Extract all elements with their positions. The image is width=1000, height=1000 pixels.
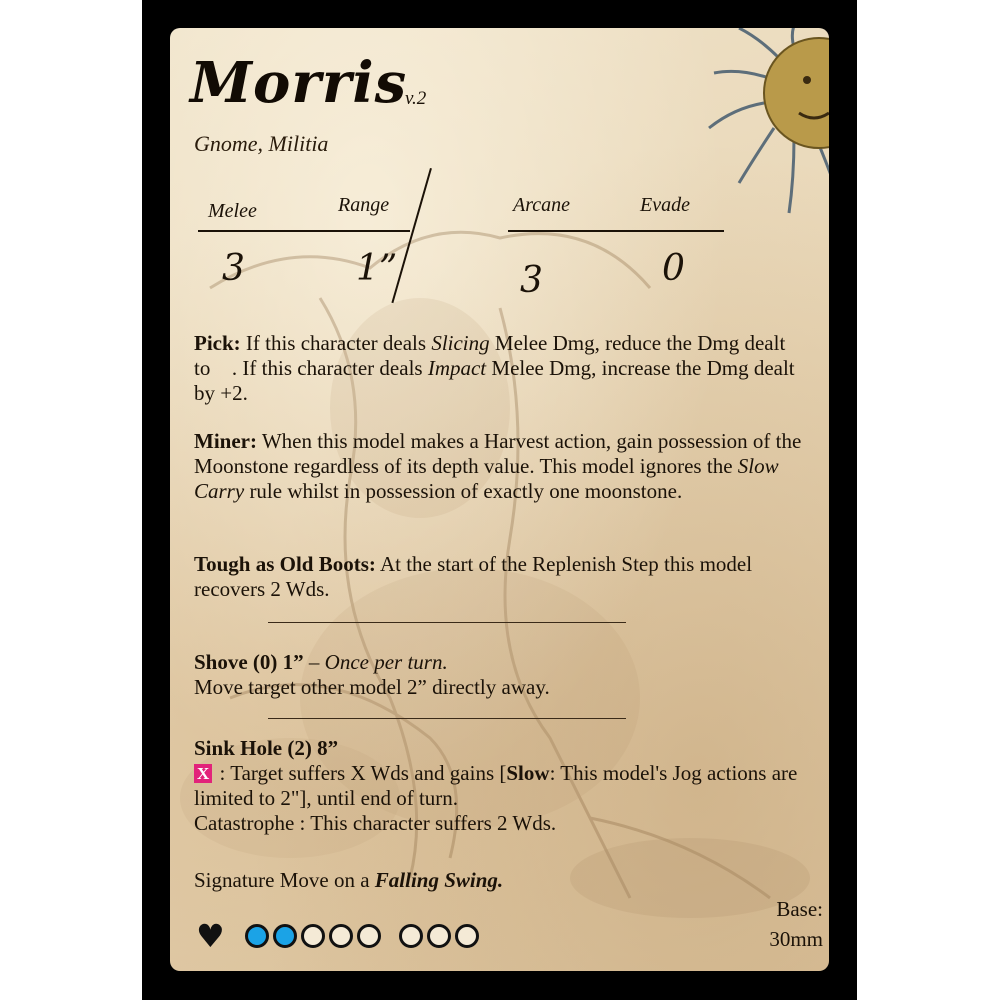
section-divider xyxy=(268,718,626,719)
ability-text: When this model makes a Harvest action, gain possession of the Moonstone regardless of its depth value. This model ignores the xyxy=(194,429,802,478)
action-effect: : Target suffers X Wds and gains [ xyxy=(214,761,507,785)
x-damage-badge: X xyxy=(194,764,212,783)
stat-label-melee: Melee xyxy=(208,200,257,222)
action-limit: Once per turn. xyxy=(324,650,448,674)
ability-text: rule whilst in possession of exactly one moonstone. xyxy=(244,479,683,503)
ability-name: Tough as Old Boots: xyxy=(194,552,376,576)
health-pip-empty xyxy=(329,924,353,948)
stat-value-arcane: 3 xyxy=(520,260,543,301)
signature-move xyxy=(194,868,804,893)
catastrophe-text: Catastrophe : This character suffers 2 Wds. xyxy=(194,811,557,835)
action-shove xyxy=(194,650,804,700)
health-pip-empty xyxy=(357,924,381,948)
ability-miner xyxy=(194,429,804,504)
ability-text: Melee Dmg, reduce the Dmg dealt to ⃠. If this character deals xyxy=(194,331,786,380)
stat-label-range: Range xyxy=(338,194,390,216)
base-value: 30mm xyxy=(769,927,823,951)
stat-rule-left xyxy=(198,230,410,232)
stat-value-melee: 3 xyxy=(222,248,245,289)
ability-text: If this character deals xyxy=(240,331,432,355)
stat-rule-right xyxy=(508,230,724,232)
action-name: Sink Hole (2) 8” xyxy=(194,736,339,760)
base-size xyxy=(769,894,823,954)
ability-name: Pick: xyxy=(194,331,241,355)
stat-value-range: 1” xyxy=(356,248,398,289)
ability-text: Melee Dmg, increase the Dmg dealt by +2. xyxy=(194,356,795,405)
keyword-slow-carry: Slow Carry xyxy=(194,454,779,503)
health-pip-empty xyxy=(399,924,423,948)
health-pip-empty xyxy=(427,924,451,948)
stat-value-evade: 0 xyxy=(662,248,685,289)
version-label: v.2 xyxy=(405,88,427,109)
keyword-slicing: Slicing xyxy=(431,331,490,355)
ability-tough-as-old-boots xyxy=(194,552,804,602)
health-pip-filled xyxy=(245,924,269,948)
character-card xyxy=(170,28,829,971)
ability-pick xyxy=(194,331,804,406)
stat-label-evade: Evade xyxy=(640,194,690,216)
health-pip-filled xyxy=(273,924,297,948)
section-divider xyxy=(268,622,626,623)
action-sink-hole xyxy=(194,736,804,836)
keyword-impact: Impact xyxy=(427,356,487,380)
signature-move-name: Falling Swing. xyxy=(374,868,504,892)
action-effect: : This model's Jog actions are limited to 2"], until end of turn. xyxy=(194,761,798,810)
sun-emblem-icon xyxy=(699,28,829,228)
health-track xyxy=(196,918,483,954)
signature-text: Signature Move on a xyxy=(194,868,375,892)
action-name: Shove (0) 1” xyxy=(194,650,304,674)
action-effect: Move target other model 2” directly away. xyxy=(194,675,550,699)
character-name: Morris xyxy=(190,50,408,116)
base-label: Base: xyxy=(776,897,823,921)
health-pip-empty xyxy=(301,924,325,948)
heart-icon: ♥ xyxy=(196,917,225,955)
health-pip-empty xyxy=(455,924,479,948)
action-separator: – xyxy=(303,650,325,674)
ability-name: Miner: xyxy=(194,429,257,453)
character-subtitle: Gnome, Militia xyxy=(194,131,329,156)
ability-text: At the start of the Replenish Step this model recovers 2 Wds. xyxy=(194,552,753,601)
stat-label-arcane: Arcane xyxy=(513,194,571,216)
keyword-slow: Slow xyxy=(506,761,550,785)
health-pips xyxy=(245,924,483,948)
